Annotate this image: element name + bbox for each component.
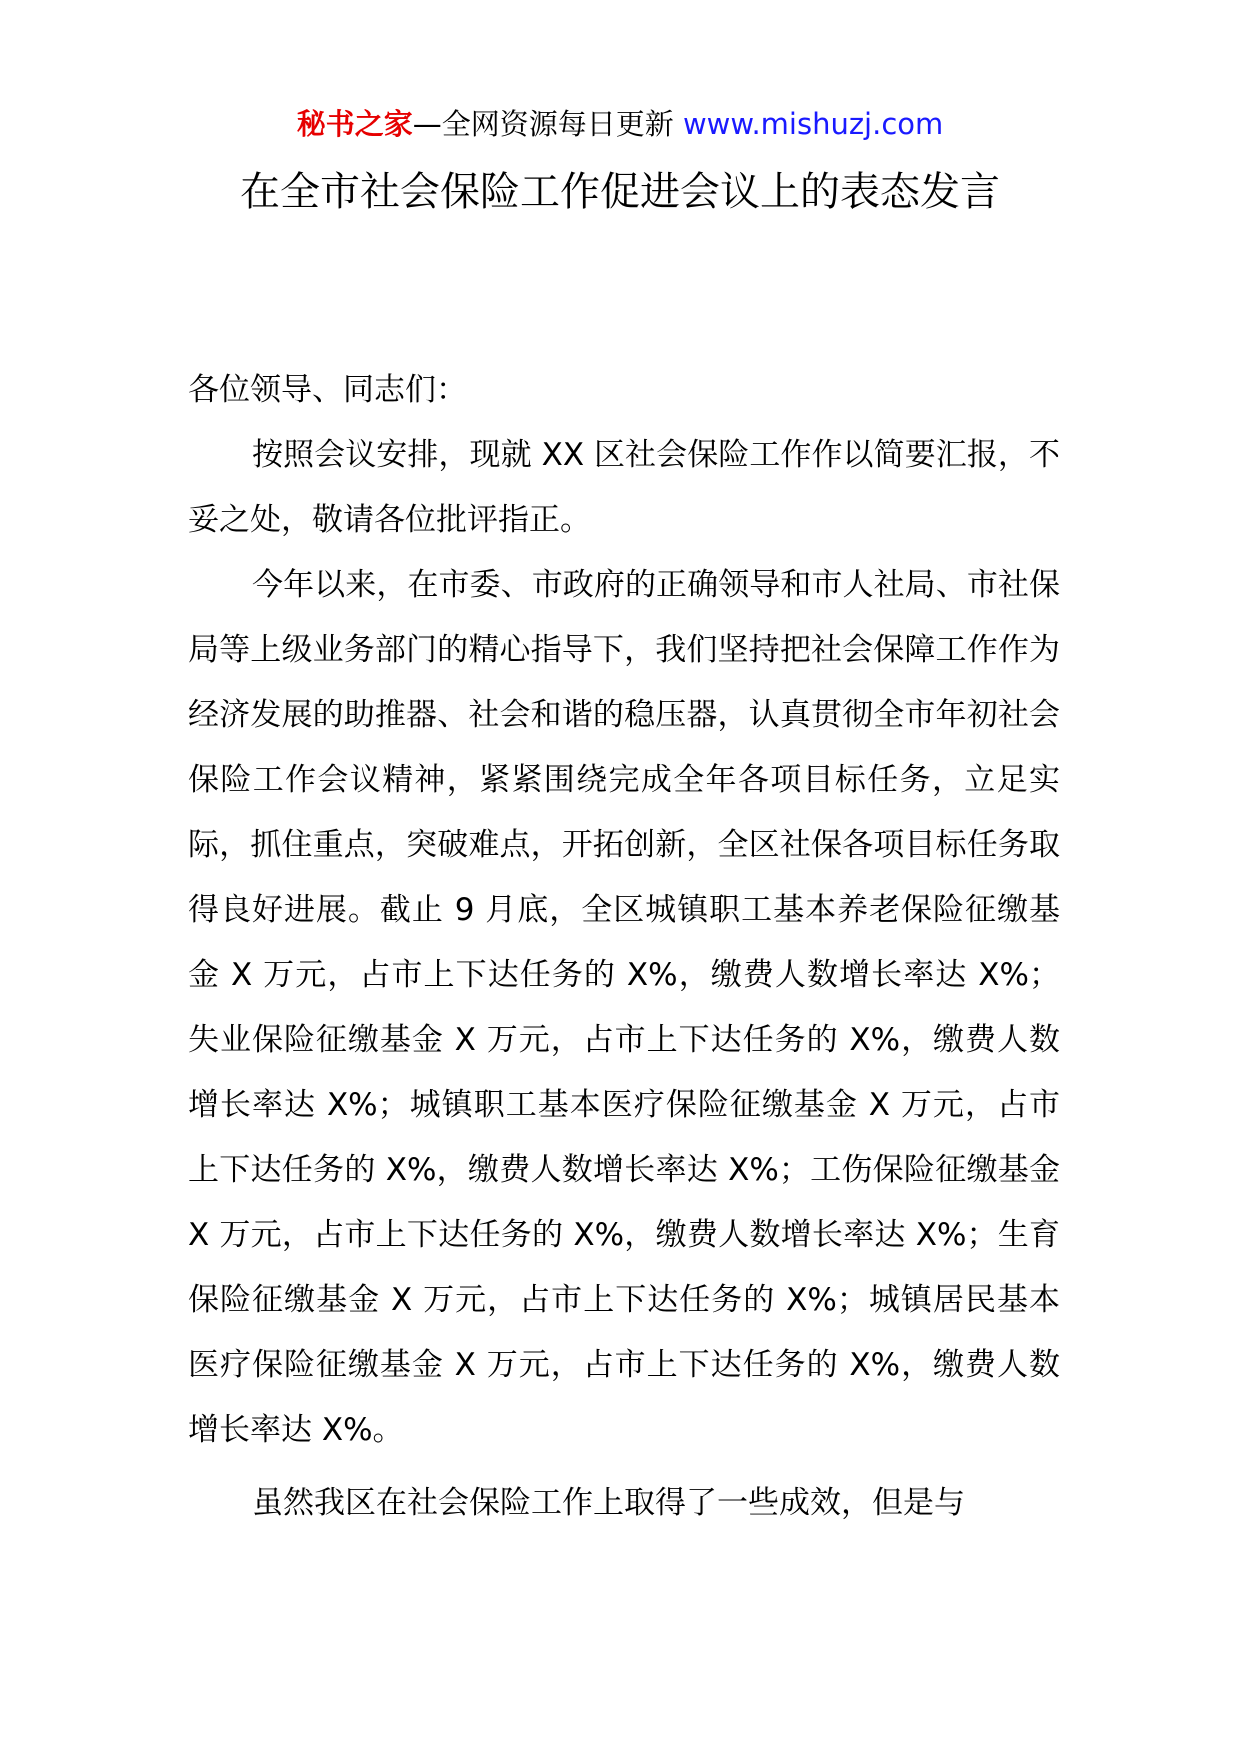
paragraph-intro: 按照会议安排，现就 XX 区社会保险工作作以简要汇报，不妥之处，敬请各位批评指正。 bbox=[188, 437, 1060, 538]
paragraph-issues: 虽然我区在社会保险工作上取得了一些成效，但是与 bbox=[252, 1485, 965, 1521]
salutation: 各位领导、同志们： bbox=[188, 372, 467, 408]
paragraph-progress: 今年以来，在市委、市政府的正确领导和市人社局、市社保局等上级业务部门的精心指导下，我们坚持把社会保障工作作为经济发展的助推器、社会和谐的稳压器，认真贯彻全市年初社会保险工作会议精神，紧紧围绕完成全年各项目标任务，立足实际，抓住重点，突破难点，开拓创新，全区社保各项目标任务取得良好进展。截止 9 月底，全区城镇职工基本养老保险征缴基金 X 万元，占市上下达任务的 X%，缴费人数增长率达 X%；失业保险征缴基金 X 万元，占市上下达任务的 X%，缴费人数增长率达 X%；城镇职工基本医疗保险征缴基金 X 万元，占市上下达任务的 X%，缴费人数增长率达 X%；工伤保险征缴基金 X 万元，占市上下达任务的 X%，缴费人数增长率达 X%；生育保险征缴基金 X 万元，占市上下达任务的 X%；城镇居民基本医疗保险征缴基金 X 万元，占市上下达任务的 X%，缴费人数增长率达 X%。 bbox=[188, 567, 1060, 1448]
site-url: www.mishuzj.com bbox=[682, 107, 944, 141]
document-title: 在全市社会保险工作促进会议上的表态发言 bbox=[240, 169, 1000, 215]
site-header bbox=[0, 102, 1240, 146]
site-brand: 秘书之家 bbox=[296, 107, 413, 141]
document-body bbox=[188, 358, 1060, 1536]
site-tagline: —全网资源每日更新 bbox=[412, 107, 683, 141]
